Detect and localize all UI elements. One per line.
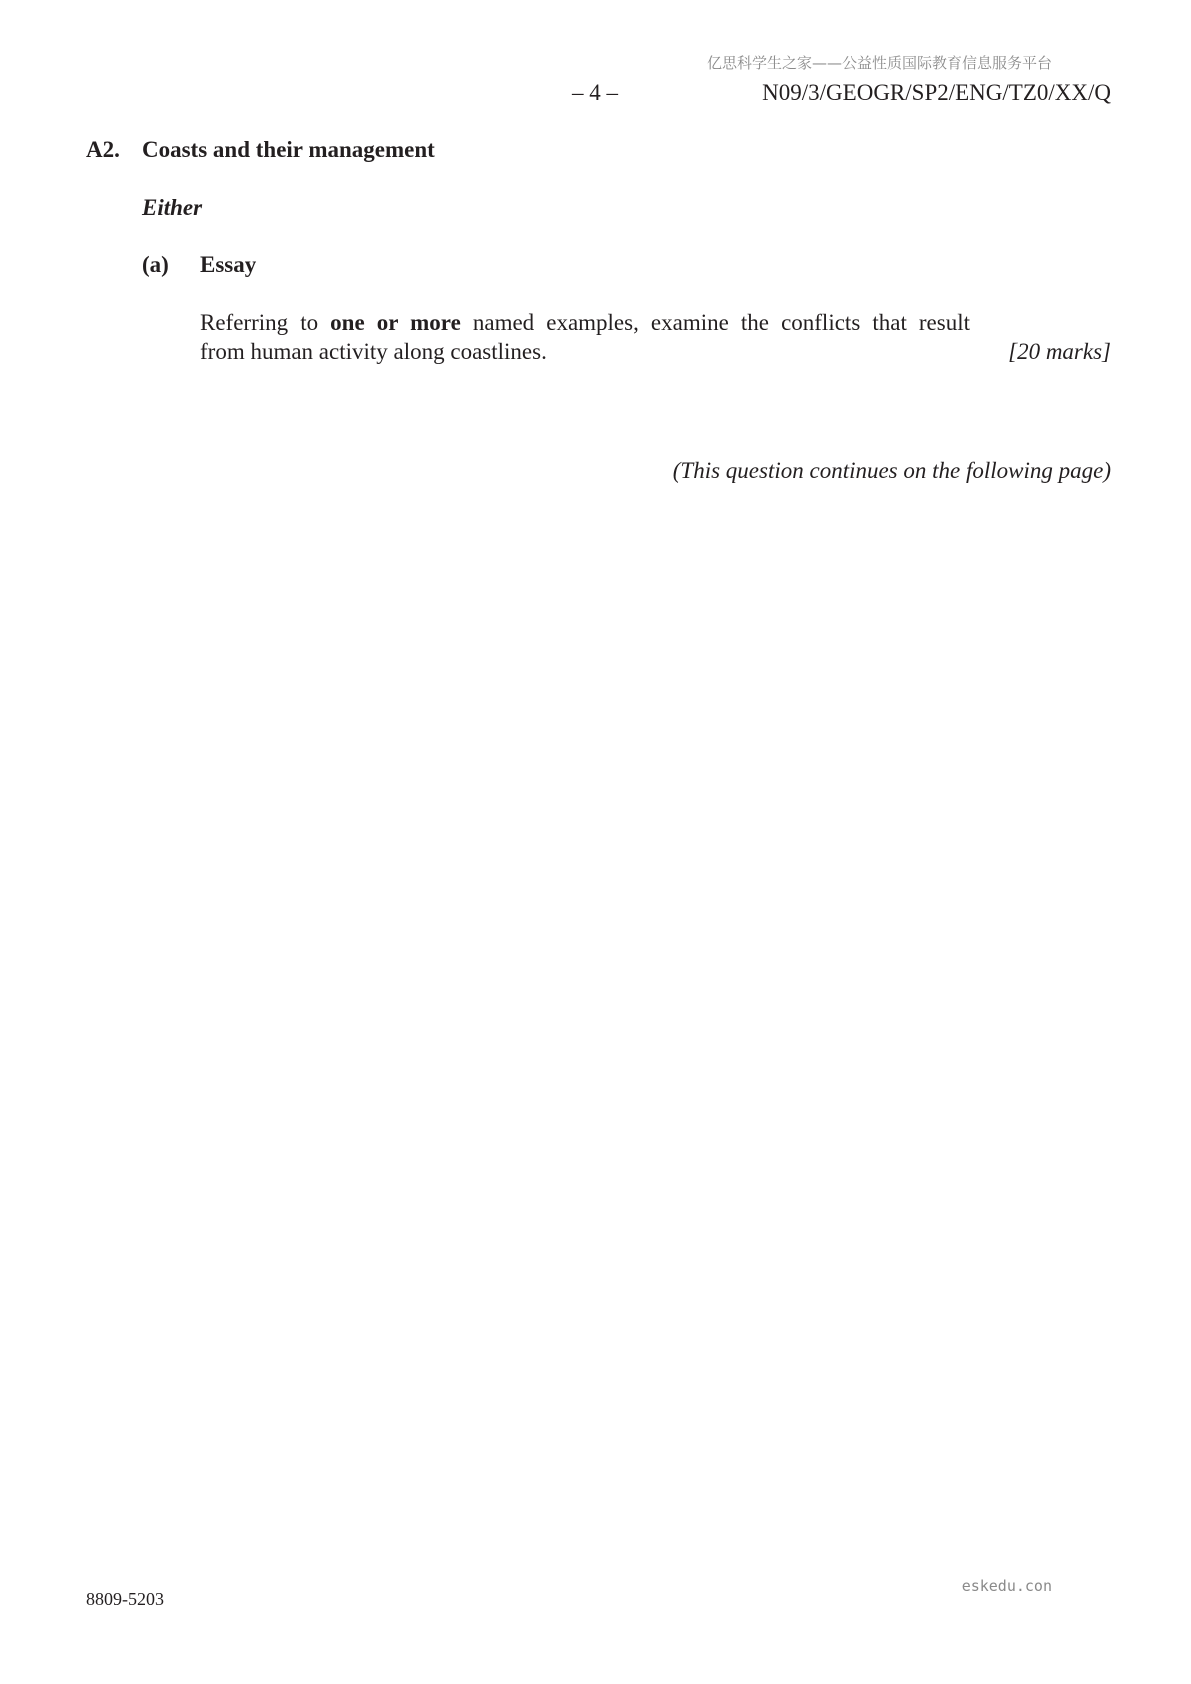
question-text-rest: named examples, examine the conflicts that result (460, 310, 971, 335)
either-label: Either (142, 195, 203, 220)
question-text-emphasis: one or more (330, 310, 461, 335)
question-text (200, 308, 970, 366)
continues-note: (This question continues on the following page) (672, 458, 1111, 483)
part-label: (a) (142, 252, 169, 277)
page-number: – 4 – (572, 80, 618, 105)
footer-code: 8809-5203 (86, 1589, 164, 1609)
question-number: A2. (86, 137, 120, 162)
part-title: Essay (200, 252, 257, 277)
question-text-line-1 (200, 308, 970, 337)
marks-allocation: [20 marks] (1008, 339, 1111, 364)
header-watermark: 亿思科学生之家——公益性质国际教育信息服务平台 (706, 54, 1052, 72)
question-title: Coasts and their management (142, 137, 435, 162)
footer-watermark: eskedu.con (961, 1577, 1052, 1595)
question-text-lead: Referring to (200, 310, 331, 335)
question-text-line-2: from human activity along coastlines. (200, 339, 547, 364)
paper-code: N09/3/GEOGR/SP2/ENG/TZ0/XX/Q (762, 80, 1111, 105)
